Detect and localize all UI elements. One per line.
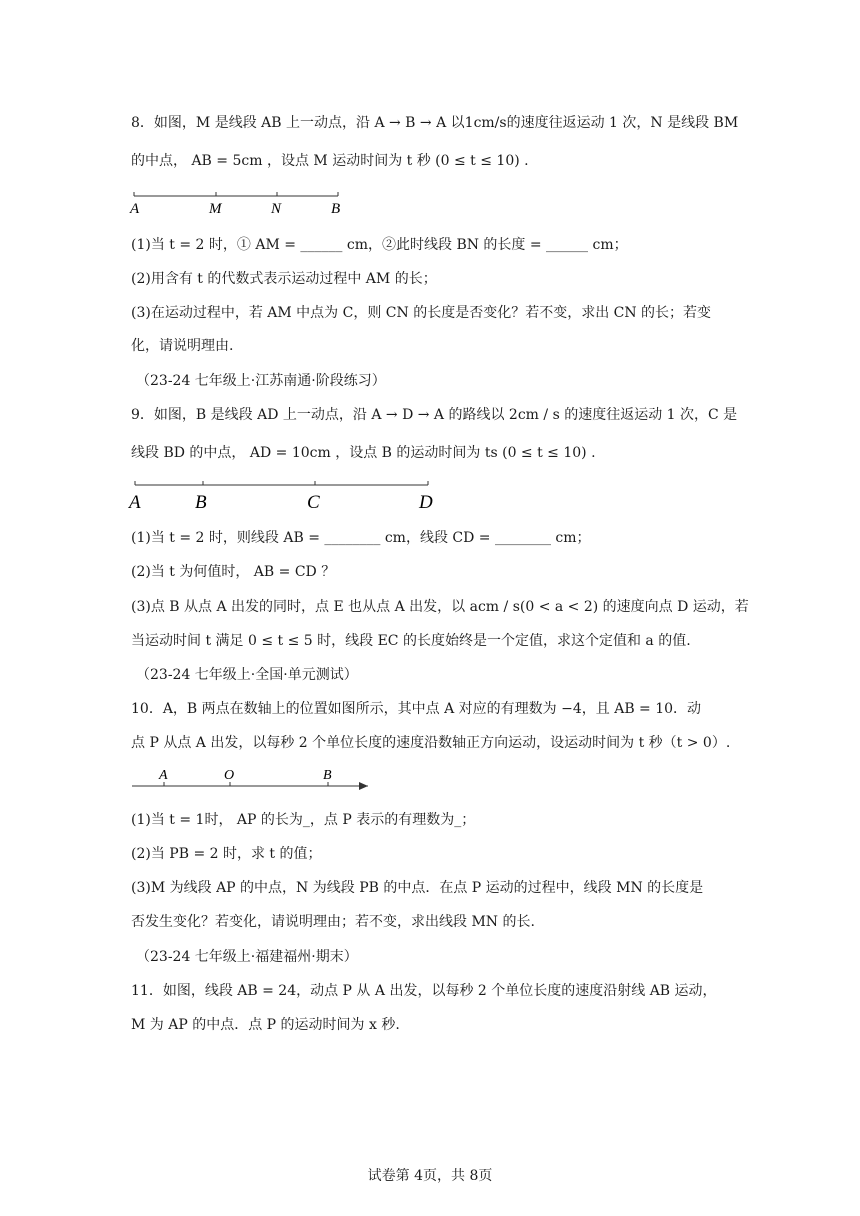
problem9-line2: 线段 BD 的中点， AD = 10cm ，设点 B 的运动时间为 ts (0 ≤ t ≤ 10) . <box>131 445 596 461</box>
point-label-b: B <box>331 201 341 217</box>
problem10-question2: (2)当 PB = 2 时，求 t 的值； <box>131 846 322 862</box>
problem10-source: （23-24 七年级上·全国·单元测试） <box>136 667 358 683</box>
point-label-c: C <box>307 492 320 513</box>
problem10-question3-line2: 否发生变化？若变化，请说明理由；若不变，求出线段 MN 的长. <box>131 914 535 930</box>
problem9-question3-line1: (3)点 B 从点 A 出发的同时，点 E 也从点 A 出发，以 acm / s(0 < a < 2) 的速度向点 D 运动，若 <box>131 599 749 615</box>
point-label-b: B <box>323 768 332 783</box>
point-label-m: M <box>209 201 222 217</box>
problem8-question3-line2: 化，请说明理由. <box>131 338 234 354</box>
problem10-question3-line1: (3)M 为线段 AP 的中点，N 为线段 PB 的中点．在点 P 运动的过程中，线段 MN 的长度是 <box>131 880 704 896</box>
problem8-line2: 的中点， AB = 5cm ，设点 M 运动时间为 t 秒 (0 ≤ t ≤ 10) . <box>131 153 529 169</box>
page-footer: 试卷第 4页，共 8页 <box>367 1168 493 1184</box>
problem9-line1: 9．如图，B 是线段 AD 上一动点，沿 A → D → A 的路线以 2cm / s 的速度往返运动 1 次，C 是 <box>131 407 738 423</box>
point-label-a: A <box>130 201 140 217</box>
problem10-line2: 点 P 从点 A 出发，以每秒 2 个单位长度的速度沿数轴正方向运动，设运动时间为 t 秒（t > 0）. <box>131 735 731 751</box>
problem9-segment-diagram <box>126 478 446 518</box>
problem11-source: （23-24 七年级上·福建福州·期末） <box>136 949 358 965</box>
problem8-question1: (1)当 t = 2 时，① AM = ______ cm，②此时线段 BN 的长度 = ______ cm； <box>131 237 628 253</box>
problem10-number-line <box>126 766 376 796</box>
problem10-question1: (1)当 t = 1时， AP 的长为_，点 P 表示的有理数为_； <box>131 812 476 828</box>
problem8-question2: (2)用含有 t 的代数式表示运动过程中 AM 的长； <box>131 271 437 287</box>
point-label-d: D <box>419 492 433 513</box>
problem9-source: （23-24 七年级上·江苏南通·阶段练习） <box>136 373 386 389</box>
problem10-line1: 10．A，B 两点在数轴上的位置如图所示，其中点 A 对应的有理数为 −4，且 AB = 10．动 <box>131 701 702 717</box>
problem8-line1: 8．如图，M 是线段 AB 上一动点，沿 A → B → A 以1cm/s的速度往返运动 1 次，N 是线段 BM <box>131 115 739 131</box>
problem9-question3-line2: 当运动时间 t 满足 0 ≤ t ≤ 5 时，线段 EC 的长度始终是一个定值，求这个定值和 a 的值. <box>131 633 691 649</box>
problem8-question3-line1: (3)在运动过程中，若 AM 中点为 C，则 CN 的长度是否变化？若不变，求出 CN 的长；若变 <box>131 305 712 321</box>
point-label-a: A <box>159 768 168 783</box>
point-label-b: B <box>195 492 207 513</box>
problem9-question2: (2)当 t 为何值时， AB = CD ？ <box>131 564 336 580</box>
point-label-n: N <box>271 201 282 217</box>
point-label-o: O <box>224 768 235 783</box>
problem8-segment-diagram <box>126 186 356 218</box>
problem11-line2: M 为 AP 的中点．点 P 的运动时间为 x 秒. <box>131 1017 400 1033</box>
problem11-line1: 11．如图，线段 AB = 24，动点 P 从 A 出发，以每秒 2 个单位长度的速度沿射线 AB 运动， <box>131 983 717 999</box>
point-label-a: A <box>129 492 141 513</box>
problem9-question1: (1)当 t = 2 时，则线段 AB = ________ cm，线段 CD = ________ cm； <box>131 530 591 546</box>
